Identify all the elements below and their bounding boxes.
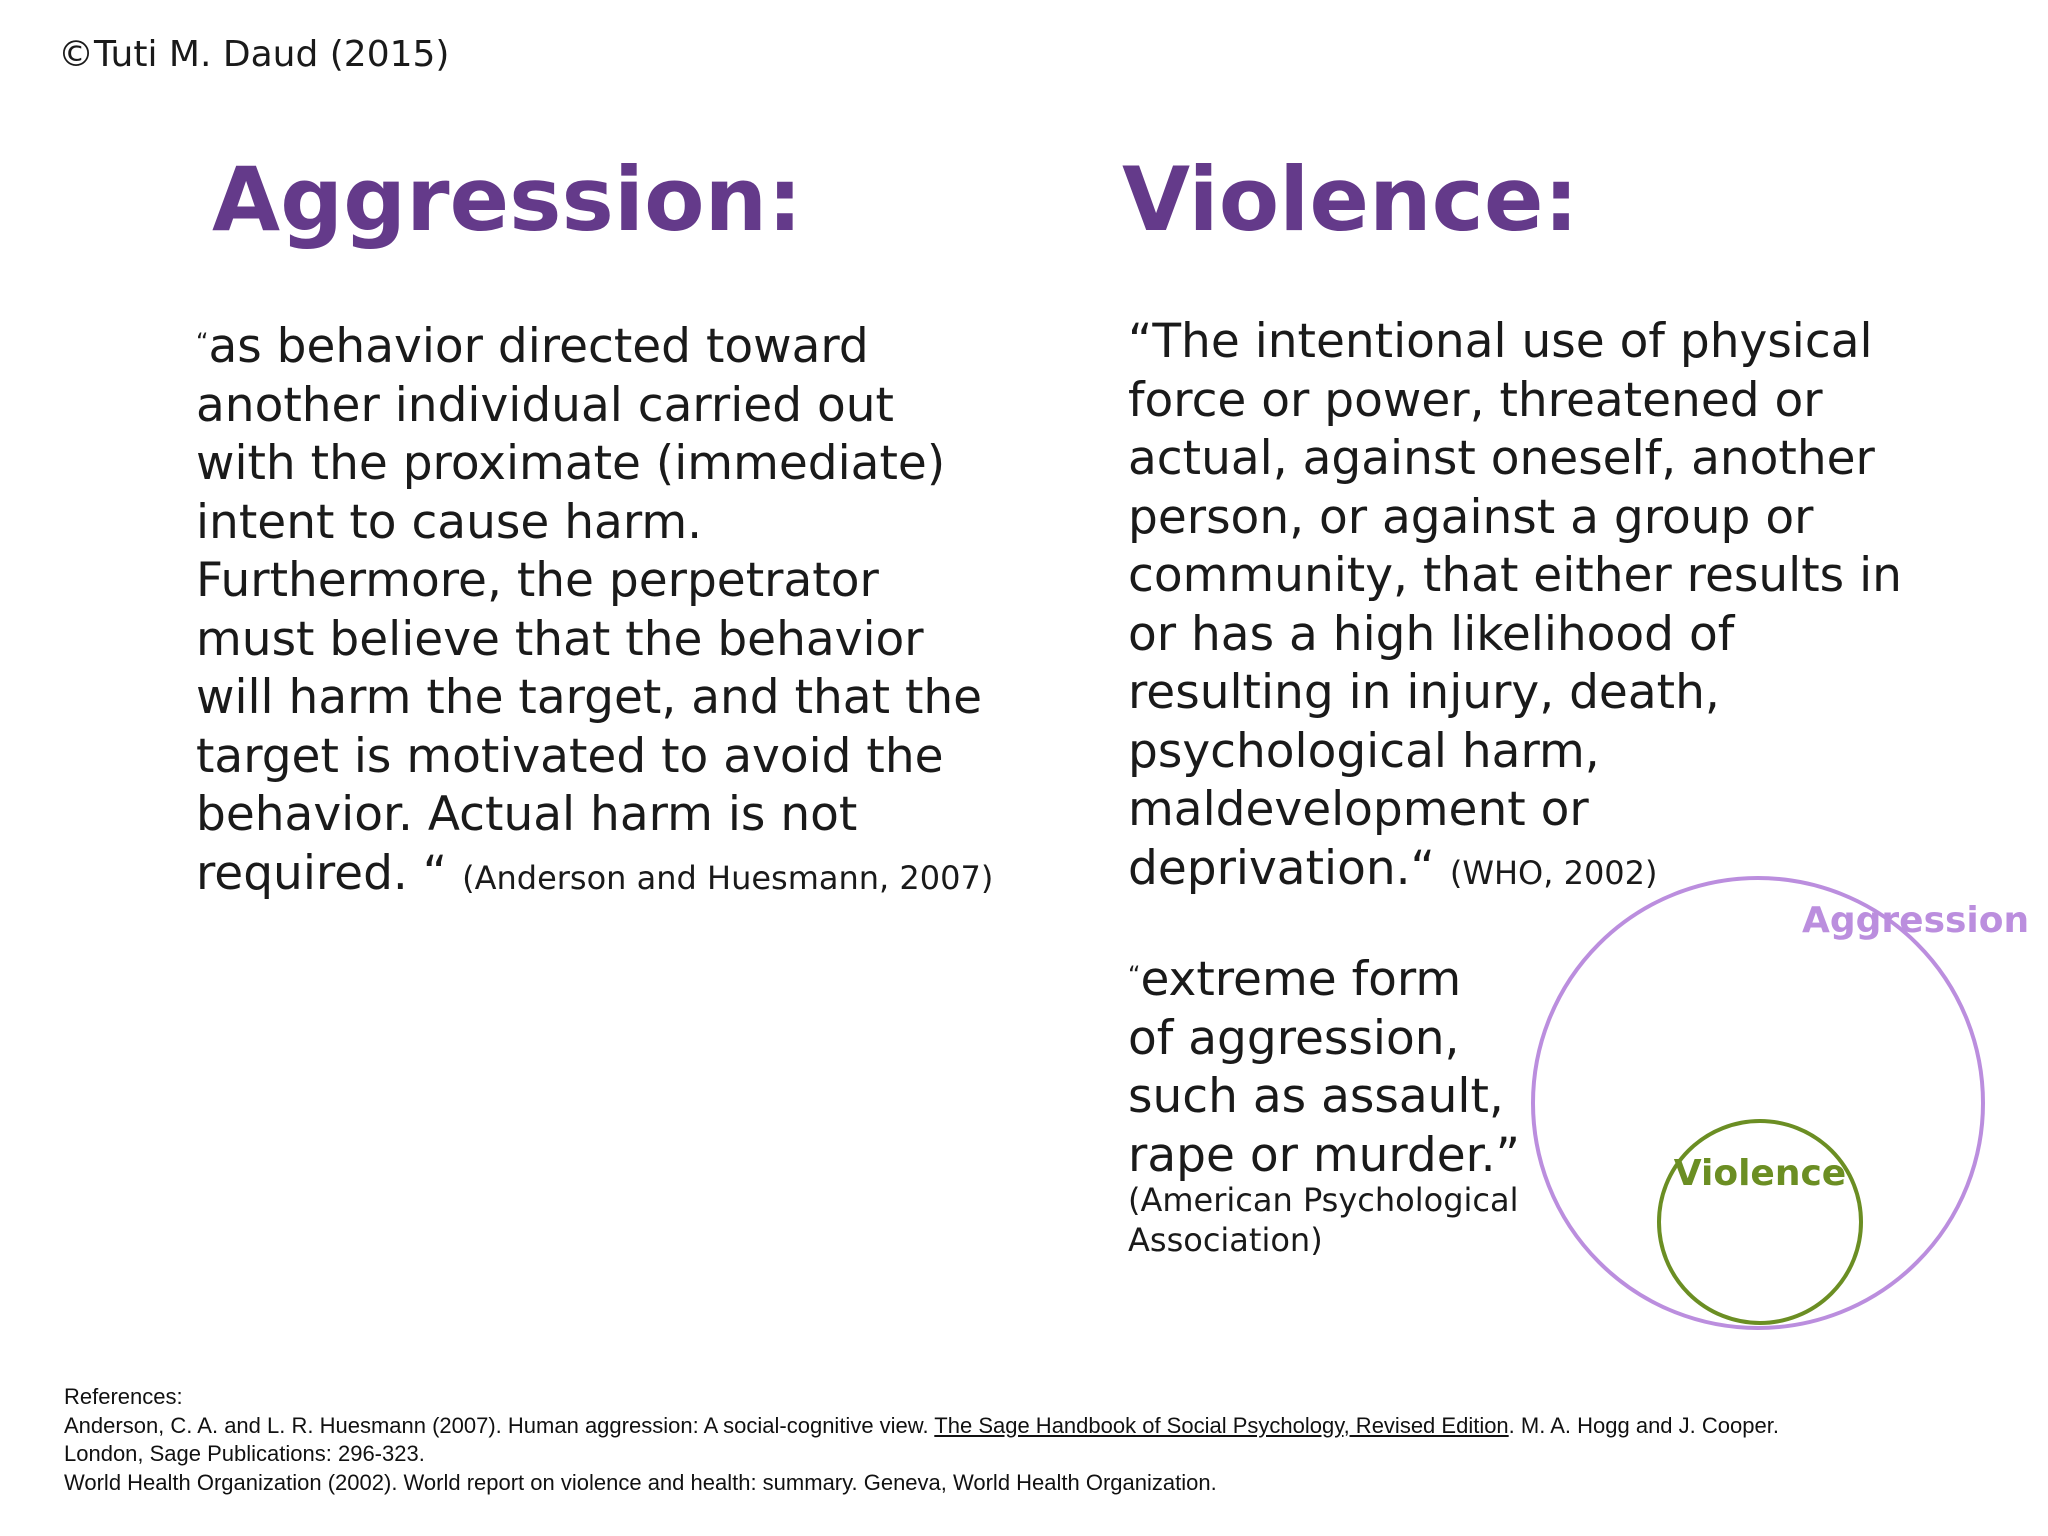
references-heading: References: bbox=[64, 1384, 183, 1409]
apa-citation: (American Psychological Association) bbox=[1128, 1181, 1519, 1259]
aggression-circle bbox=[1533, 878, 1983, 1328]
aggression-open-quote: “ bbox=[196, 328, 209, 356]
violence-definition bbox=[1128, 313, 1948, 902]
reference-anderson bbox=[64, 1412, 2004, 1441]
aggression-circle-label: Aggression bbox=[1802, 900, 2030, 941]
violence-circle bbox=[1659, 1121, 1861, 1323]
apa-definition bbox=[1128, 946, 1568, 1185]
violence-citation: (WHO, 2002) bbox=[1449, 853, 1658, 892]
aggression-definition-text: as behavior directed toward another individual carried out with the proximate (immediate) intent to cause harm. Furthermore, the perpetrator must believe that the behavior will harm the target, and that the target is motivated to avoid the behavior. Actual harm is not required. “ bbox=[196, 319, 983, 901]
violence-heading: Violence: bbox=[1122, 148, 1579, 251]
copyright-text: ©Tuti M. Daud (2015) bbox=[58, 34, 450, 75]
references bbox=[64, 1383, 2004, 1497]
reference-anderson-book-title: The Sage Handbook of Social Psychology, Revised Edition bbox=[934, 1412, 1509, 1438]
reference-anderson-part1: Anderson, C. A. and L. R. Huesmann (2007). Human aggression: A social-cognitive view. bbox=[64, 1412, 935, 1438]
violence-definition-text: “The intentional use of physical force or power, threatened or actual, against oneself, another person, or against a group or community, that either results in or has a high likelihood of resulting in injury, death, psychological harm, maldevelopment or deprivation.“ bbox=[1128, 314, 1902, 896]
violence-circle-label: Violence bbox=[1673, 1153, 1847, 1194]
aggression-citation: (Anderson and Huesmann, 2007) bbox=[462, 858, 994, 897]
apa-open-quote: “ bbox=[1128, 961, 1141, 989]
apa-definition-text: extreme form of aggression, such as assault, rape or murder.” bbox=[1128, 952, 1520, 1183]
aggression-heading: Aggression: bbox=[212, 148, 803, 251]
venn-diagram bbox=[1520, 855, 2030, 1355]
reference-anderson-publisher: London, Sage Publications: 296-323. bbox=[64, 1441, 425, 1466]
reference-who: World Health Organization (2002). World report on violence and health: summary. Geneva, World Health Organization. bbox=[64, 1469, 1217, 1495]
reference-anderson-part2: . M. A. Hogg and J. Cooper. bbox=[1508, 1412, 1779, 1438]
aggression-definition bbox=[196, 313, 1016, 907]
